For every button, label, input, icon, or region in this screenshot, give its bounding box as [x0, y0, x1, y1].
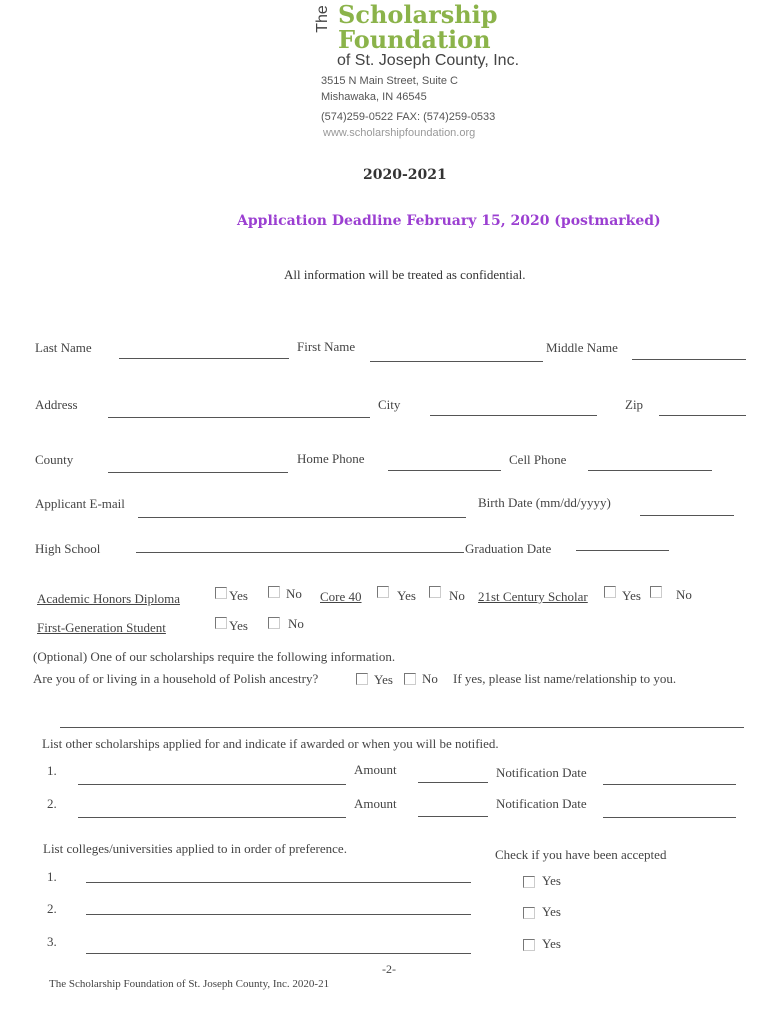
- college-row-1-yes-label: Yes: [542, 873, 561, 888]
- scholarship-row-1-num: 1.: [47, 763, 57, 778]
- year-title: 2020-2021: [363, 167, 447, 183]
- home-phone-label: Home Phone: [297, 451, 365, 466]
- college-row-2-field[interactable]: [86, 914, 471, 915]
- college-row-3-num: 3.: [47, 934, 57, 949]
- address-field[interactable]: [108, 417, 370, 418]
- polish-no-label: No: [422, 671, 438, 686]
- zip-label: Zip: [625, 397, 644, 412]
- email-label: Applicant E-mail: [35, 496, 125, 511]
- college-row-2-num: 2.: [47, 901, 57, 916]
- scholarships-heading: List other scholarships applied for and indicate if awarded or when you will be notified.: [42, 736, 499, 751]
- scholarship-row-1-amount-label: Amount: [354, 762, 397, 777]
- scholarship-row-2-notify-field[interactable]: [603, 817, 736, 818]
- core40-yes-label: Yes: [397, 588, 416, 603]
- county-field[interactable]: [108, 472, 288, 473]
- colleges-heading: List colleges/universities applied to in order of preference.: [43, 841, 347, 856]
- website-link[interactable]: www.scholarshipfoundation.org: [323, 127, 476, 139]
- core40-no-label: No: [449, 588, 465, 603]
- core40-label: Core 40: [320, 589, 362, 604]
- academic-honors-no-label: No: [286, 586, 302, 601]
- last-name-label: Last Name: [35, 340, 92, 355]
- logo-scholarship: Scholarship: [338, 0, 498, 29]
- scholarship-row-2-amount-field[interactable]: [418, 816, 488, 817]
- city-field[interactable]: [430, 415, 597, 416]
- first-gen-label: First-Generation Student: [37, 620, 166, 635]
- century-scholar-no-label: No: [676, 587, 692, 602]
- first-gen-yes-checkbox[interactable]: [215, 617, 227, 629]
- scholarship-row-1-name-field[interactable]: [78, 784, 346, 785]
- polish-yes-checkbox[interactable]: [356, 673, 368, 685]
- county-label: County: [35, 452, 74, 467]
- polish-followup: If yes, please list name/relationship to you.: [453, 671, 677, 686]
- deadline-title: Application Deadline February 15, 2020 (postmarked): [237, 213, 661, 229]
- scholarship-row-1-amount-field[interactable]: [418, 782, 488, 783]
- high-school-field[interactable]: [136, 552, 464, 553]
- academic-honors-yes-checkbox[interactable]: [215, 587, 227, 599]
- academic-honors-label: Academic Honors Diploma: [37, 591, 180, 606]
- birth-date-label: Birth Date (mm/dd/yyyy): [478, 495, 611, 510]
- polish-question: Are you of or living in a household of Polish ancestry?: [33, 671, 319, 686]
- cell-phone-label: Cell Phone: [509, 452, 567, 467]
- optional-note: (Optional) One of our scholarships require the following information.: [33, 649, 396, 664]
- graduation-date-field[interactable]: [576, 550, 669, 551]
- middle-name-label: Middle Name: [546, 340, 618, 355]
- scholarship-row-2-name-field[interactable]: [78, 817, 346, 818]
- academic-honors-no-checkbox[interactable]: [268, 586, 280, 598]
- polish-no-checkbox[interactable]: [404, 673, 416, 685]
- address-label: Address: [35, 397, 78, 412]
- scholarship-row-2-num: 2.: [47, 796, 57, 811]
- logo-the: The: [313, 5, 331, 33]
- graduation-date-label: Graduation Date: [465, 541, 552, 556]
- scholarship-row-1-notify-label: Notification Date: [496, 765, 587, 780]
- college-row-1-num: 1.: [47, 869, 57, 884]
- city-label: City: [378, 397, 401, 412]
- last-name-field[interactable]: [119, 358, 289, 359]
- cell-phone-field[interactable]: [588, 470, 712, 471]
- first-gen-no-label: No: [288, 616, 304, 631]
- polish-yes-label: Yes: [374, 672, 393, 687]
- college-row-2-yes-label: Yes: [542, 904, 561, 919]
- birth-date-field[interactable]: [640, 515, 734, 516]
- core40-yes-checkbox[interactable]: [377, 586, 389, 598]
- core40-no-checkbox[interactable]: [429, 586, 441, 598]
- address-line2: Mishawaka, IN 46545: [321, 91, 427, 103]
- college-row-2-accepted-checkbox[interactable]: [523, 907, 535, 919]
- page-number: -2-: [382, 962, 396, 976]
- first-name-label: First Name: [297, 339, 356, 354]
- logo-county: of St. Joseph County, Inc.: [337, 52, 520, 69]
- home-phone-field[interactable]: [388, 470, 501, 471]
- first-gen-no-checkbox[interactable]: [268, 617, 280, 629]
- scholarship-row-2-notify-label: Notification Date: [496, 796, 587, 811]
- century-scholar-no-checkbox[interactable]: [650, 586, 662, 598]
- logo-foundation: Foundation: [338, 25, 491, 54]
- first-name-field[interactable]: [370, 361, 543, 362]
- century-scholar-label: 21st Century Scholar: [478, 589, 588, 604]
- high-school-label: High School: [35, 541, 101, 556]
- email-field[interactable]: [138, 517, 466, 518]
- scholarship-row-2-amount-label: Amount: [354, 796, 397, 811]
- college-row-3-field[interactable]: [86, 953, 471, 954]
- phone-fax: (574)259-0522 FAX: (574)259-0533: [321, 111, 496, 123]
- century-scholar-yes-checkbox[interactable]: [604, 586, 616, 598]
- confidential-note: All information will be treated as confidential.: [284, 267, 526, 282]
- academic-honors-yes-label: Yes: [229, 588, 248, 603]
- college-row-3-accepted-checkbox[interactable]: [523, 939, 535, 951]
- zip-field[interactable]: [659, 415, 746, 416]
- scholarship-row-1-notify-field[interactable]: [603, 784, 736, 785]
- college-row-1-field[interactable]: [86, 882, 471, 883]
- college-row-3-yes-label: Yes: [542, 936, 561, 951]
- footer-org: The Scholarship Foundation of St. Joseph County, Inc. 2020-21: [49, 978, 330, 990]
- college-row-1-accepted-checkbox[interactable]: [523, 876, 535, 888]
- polish-relationship-field[interactable]: [60, 727, 744, 728]
- middle-name-field[interactable]: [632, 359, 746, 360]
- first-gen-yes-label: Yes: [229, 618, 248, 633]
- address-line1: 3515 N Main Street, Suite C: [321, 75, 458, 87]
- accepted-heading: Check if you have been accepted: [495, 847, 667, 862]
- century-scholar-yes-label: Yes: [622, 588, 641, 603]
